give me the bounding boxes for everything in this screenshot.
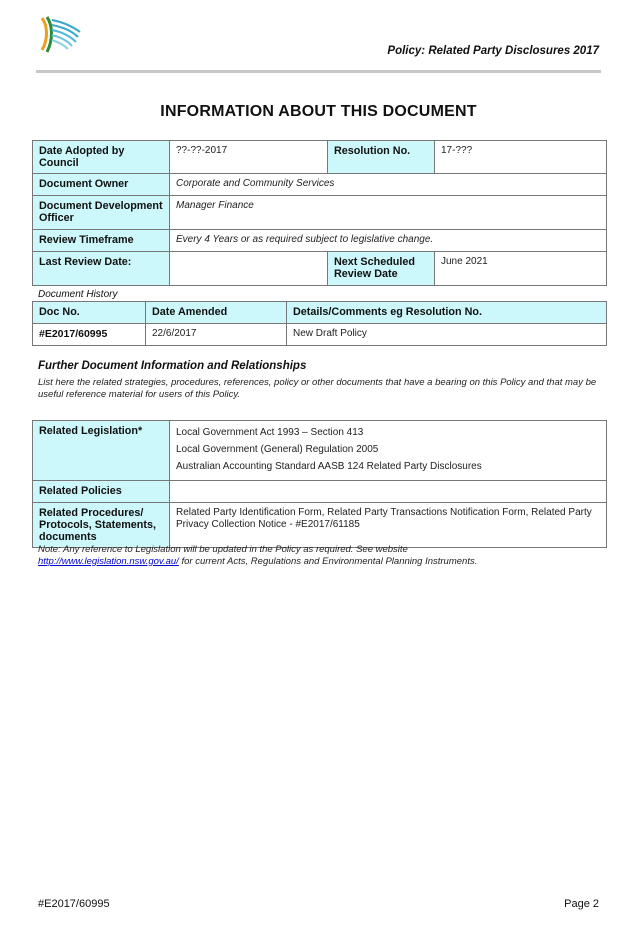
page-title: INFORMATION ABOUT THIS DOCUMENT bbox=[160, 103, 477, 120]
footer-doc-ref: #E2017/60995 bbox=[38, 898, 110, 910]
header-divider bbox=[36, 70, 601, 73]
date-adopted-label: Date Adopted by Council bbox=[33, 141, 170, 174]
history-date: 22/6/2017 bbox=[146, 324, 287, 346]
legislation-item: Australian Accounting Standard AASB 124 Related Party Disclosures bbox=[176, 461, 482, 472]
further-info-description: List here the related strategies, procedures, references, policy or other documents that have a bearing on this Policy and that may be useful reference material for users of this Policy. bbox=[38, 377, 597, 400]
related-procedures-label: Related Procedures/ Protocols, Statements, documents bbox=[33, 503, 170, 548]
legislation-item: Local Government (General) Regulation 2005 bbox=[176, 444, 379, 455]
legislation-link[interactable]: http://www.legislation.nsw.gov.au/ bbox=[38, 556, 179, 567]
footer-page-number: Page 2 bbox=[564, 898, 599, 910]
date-adopted-value: ??-??-2017 bbox=[170, 141, 328, 174]
history-caption: Document History bbox=[38, 289, 118, 300]
last-review-label: Last Review Date: bbox=[33, 252, 170, 286]
related-legislation-label: Related Legislation* bbox=[33, 421, 170, 481]
dev-officer-value: Manager Finance bbox=[170, 196, 607, 230]
related-policies-value bbox=[170, 481, 607, 503]
legislation-item: Local Government Act 1993 – Section 413 bbox=[176, 427, 364, 438]
relations-table bbox=[32, 420, 607, 548]
document-history-table bbox=[32, 301, 607, 346]
review-timeframe-value: Every 4 Years or as required subject to legislative change. bbox=[170, 230, 607, 252]
review-timeframe-label: Review Timeframe bbox=[33, 230, 170, 252]
table-row bbox=[33, 324, 607, 346]
related-policies-label: Related Policies bbox=[33, 481, 170, 503]
related-procedures-value: Related Party Identification Form, Related Party Transactions Notification Form, Related Party Privacy Collection Notice - #E2017/61185 bbox=[170, 503, 607, 548]
resolution-value: 17-??? bbox=[435, 141, 607, 174]
history-header-details: Details/Comments eg Resolution No. bbox=[287, 302, 607, 324]
history-details: New Draft Policy bbox=[287, 324, 607, 346]
dev-officer-label: Document Development Officer bbox=[33, 196, 170, 230]
council-logo-icon bbox=[36, 14, 82, 56]
document-owner-label: Document Owner bbox=[33, 174, 170, 196]
further-info-title: Further Document Information and Relationships bbox=[38, 360, 307, 372]
history-header-doc-no: Doc No. bbox=[33, 302, 146, 324]
header-title: Policy: Related Party Disclosures 2017 bbox=[387, 45, 599, 57]
next-review-label: Next Scheduled Review Date bbox=[328, 252, 435, 286]
document-info-table bbox=[32, 140, 607, 286]
note-suffix: for current Acts, Regulations and Environmental Planning Instruments. bbox=[178, 556, 478, 567]
next-review-value: June 2021 bbox=[435, 252, 607, 286]
legislation-note bbox=[38, 544, 603, 568]
note-text: Note: Any reference to Legislation will be updated in the Policy as required. See website bbox=[38, 544, 408, 555]
resolution-label: Resolution No. bbox=[328, 141, 435, 174]
document-owner-value: Corporate and Community Services bbox=[170, 174, 607, 196]
last-review-value bbox=[170, 252, 328, 286]
history-doc-no: #E2017/60995 bbox=[33, 324, 146, 346]
history-header-date: Date Amended bbox=[146, 302, 287, 324]
